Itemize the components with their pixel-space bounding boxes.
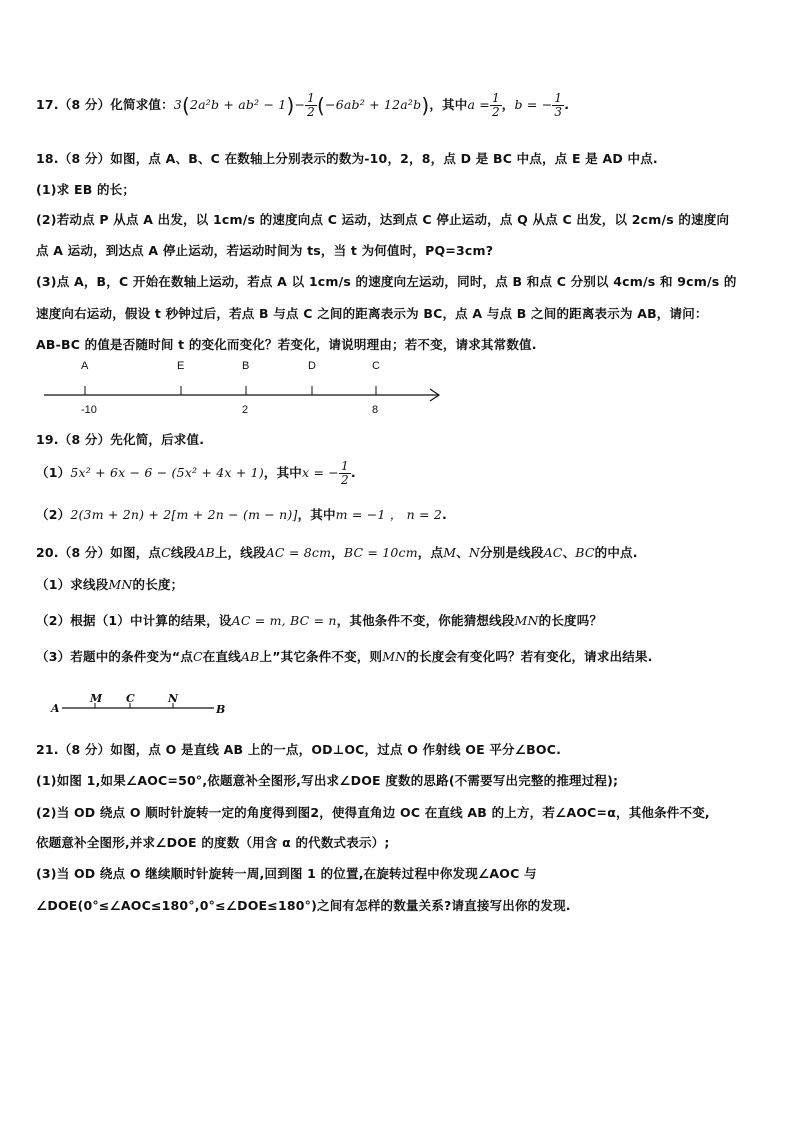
paren-close: ) bbox=[421, 93, 430, 118]
var-bc: BC bbox=[575, 545, 595, 560]
text: （2）根据（1）中计算的结果，设 bbox=[36, 613, 232, 628]
text: 上”其它条件不变，则 bbox=[259, 649, 383, 664]
q18-line3: (2)若动点 P 从点 A 出发，以 1cm/s 的速度向点 C 运动，达到点 C 停止运动，点 Q 从点 C 出发，以 2cm/s 的速度向 bbox=[36, 212, 730, 227]
q19-p1-label: （1） bbox=[36, 465, 71, 480]
q17-coef: 3 bbox=[173, 97, 182, 112]
q20-line3 bbox=[36, 611, 602, 629]
q19-p2-end: . bbox=[442, 507, 447, 522]
frac-den: 2 bbox=[340, 473, 349, 487]
var-ac-eq: AC = 8cm bbox=[265, 545, 332, 560]
var-c: C bbox=[193, 649, 203, 664]
value-label-c: 8 bbox=[372, 404, 379, 416]
q19-p2-expr: 2(3m + 2n) + 2[m + 2n − (m − n)] bbox=[70, 507, 298, 522]
paren-open: ( bbox=[181, 93, 190, 118]
text: 上，线段 bbox=[214, 545, 266, 560]
q19-p2-vals: m = −1 ， n = 2 bbox=[335, 507, 443, 522]
q17-a-eq: a = bbox=[467, 97, 490, 112]
text: 的长度； bbox=[132, 577, 184, 592]
q17-line bbox=[36, 92, 569, 119]
frac-num: 1 bbox=[491, 91, 500, 105]
q17-b-frac bbox=[552, 92, 564, 119]
q21-line5: (3)当 OD 绕点 O 继续顺时针旋转一周,回到图 1 的位置,在旋转过程中你发现∠AOC 与 bbox=[36, 866, 537, 881]
var-n: N bbox=[468, 545, 481, 560]
q18-line1: 18.（8 分）如图，点 A、B、C 在数轴上分别表示的数为-10，2，8，点 D 是 BC 中点，点 E 是 AD 中点. bbox=[36, 151, 658, 166]
var-bc-eq: BC = 10cm bbox=[343, 545, 418, 560]
var-mn: MN bbox=[108, 577, 133, 592]
seg-label-n: N bbox=[168, 692, 179, 705]
q20-line1 bbox=[36, 543, 638, 561]
q17-tail: ，其中 bbox=[429, 97, 468, 112]
number-line-figure bbox=[40, 355, 450, 420]
q17-expr-d: −6ab² + 12a²b bbox=[325, 97, 422, 112]
var-mn: MN bbox=[514, 613, 539, 628]
text: 的中点. bbox=[594, 545, 638, 560]
text: 、 bbox=[562, 545, 576, 560]
q17-half bbox=[305, 92, 317, 119]
value-label-b: 2 bbox=[242, 404, 249, 416]
q17-head: 17.（8 分）化简求值： bbox=[36, 97, 174, 112]
seg-label-m: M bbox=[90, 692, 103, 705]
text: 线段 bbox=[170, 545, 197, 560]
q19-head: 19.（8 分）先化简，后求值. bbox=[36, 432, 205, 447]
point-label-d: D bbox=[308, 360, 316, 372]
frac-den: 2 bbox=[491, 105, 500, 119]
frac-num: 1 bbox=[307, 91, 315, 105]
paren-open: ( bbox=[317, 93, 326, 118]
var-ab: AB bbox=[240, 649, 260, 664]
point-label-e: E bbox=[177, 360, 185, 372]
var-ab: AB bbox=[196, 545, 215, 560]
q19-p1-expr: 5x² + 6x − 6 − (5x² + 4x + 1) bbox=[70, 465, 264, 480]
q18-line4: 点 A 运动，到达点 A 停止运动，若运动时间为 ts，当 t 为何值时，PQ=3cm? bbox=[36, 243, 494, 258]
q17-expr-b: 2a²b + ab² − 1 bbox=[189, 97, 287, 112]
q18-line7: AB-BC 的值是否随时间 t 的变化而变化？若变化，请说明理由；若不变，请求其常数值. bbox=[36, 337, 537, 352]
q21-line6: ∠DOE(0°≤∠AOC≤180°,0°≤∠DOE≤180°)之间有怎样的数量关系?请直接写出你的发现. bbox=[36, 898, 571, 913]
point-label-b: B bbox=[242, 360, 250, 372]
frac-num: 1 bbox=[554, 91, 563, 105]
value-label-a: -10 bbox=[81, 404, 97, 416]
q21-line1: 21.（8 分）如图，点 O 是直线 AB 上的一点，OD⊥OC，过点 O 作射线 OE 平分∠BOC. bbox=[36, 742, 562, 757]
q19-p1-end: . bbox=[350, 465, 356, 480]
paren-close: ) bbox=[286, 93, 295, 118]
q19-part1 bbox=[36, 460, 356, 487]
q18-line2: (1)求 EB 的长； bbox=[36, 182, 136, 197]
seg-label-a: A bbox=[51, 702, 60, 715]
q21-line2: (1)如图 1,如果∠AOC=50°,依题意补全图形,写出求∠DOE 度数的思路(不需要写出完整的推理过程); bbox=[36, 773, 619, 788]
text: ，点 bbox=[417, 545, 444, 560]
q19-p2-tail: ，其中 bbox=[297, 507, 336, 522]
q17-a-frac bbox=[490, 92, 502, 119]
text: 的长度吗？ bbox=[538, 613, 603, 628]
var-c: C bbox=[161, 545, 171, 560]
text: 的长度会有变化吗？若有变化，请求出结果. bbox=[406, 649, 653, 664]
var-ac: AC bbox=[543, 545, 563, 560]
q17-sep: ， bbox=[501, 97, 515, 112]
q19-p1-tail: ，其中 bbox=[263, 465, 303, 480]
text: （1）求线段 bbox=[36, 577, 109, 592]
q20-line2 bbox=[36, 575, 183, 593]
q17-end: . bbox=[564, 97, 570, 112]
text: （3）若题中的条件变为“点 bbox=[36, 649, 194, 664]
text: ，其他条件不变，你能猜想线段 bbox=[336, 613, 515, 628]
text: 、 bbox=[456, 545, 469, 560]
q19-p2-label: （2） bbox=[36, 507, 71, 522]
frac-num: 1 bbox=[340, 459, 349, 473]
point-label-c: C bbox=[372, 360, 380, 372]
q19-p1-frac bbox=[339, 460, 351, 487]
text: 在直线 bbox=[202, 649, 241, 664]
q18-line5: (3)点 A，B，C 开始在数轴上运动，若点 A 以 1cm/s 的速度向左运动，同时，点 B 和点 C 分别以 4cm/s 和 9cm/s 的 bbox=[36, 274, 737, 289]
seg-label-c: C bbox=[126, 692, 135, 705]
var-mn: MN bbox=[382, 649, 407, 664]
segment-figure bbox=[48, 688, 238, 718]
seg-label-b: B bbox=[216, 703, 226, 716]
q20-line4 bbox=[36, 647, 653, 665]
q21-line4: 依题意补全图形,并求∠DOE 的度数（用含 α 的代数式表示）; bbox=[36, 835, 390, 850]
q17-minus: − bbox=[294, 97, 306, 112]
frac-den: 2 bbox=[307, 105, 315, 119]
q21-line3: (2)当 OD 绕点 O 顺时针旋转一定的角度得到图2，使得直角边 OC 在直线 AB 的上方，若∠AOC=α，其他条件不变, bbox=[36, 805, 710, 820]
q19-part2 bbox=[36, 505, 447, 523]
q18-line6: 速度向右运动，假设 t 秒钟过后，若点 B 与点 C 之间的距离表示为 BC，点 A 与点 B 之间的距离表示为 AB，请问： bbox=[36, 306, 708, 321]
q17-b-eq: b = − bbox=[514, 97, 553, 112]
text: ， bbox=[331, 545, 344, 560]
frac-den: 3 bbox=[554, 105, 563, 119]
text: 20.（8 分）如图，点 bbox=[36, 545, 162, 560]
point-label-a: A bbox=[81, 360, 89, 372]
q19-p1-x: x = − bbox=[302, 465, 339, 480]
var-m: M bbox=[443, 545, 457, 560]
var-eq: AC = m, BC = n bbox=[231, 613, 337, 628]
text: 分别是线段 bbox=[480, 545, 544, 560]
